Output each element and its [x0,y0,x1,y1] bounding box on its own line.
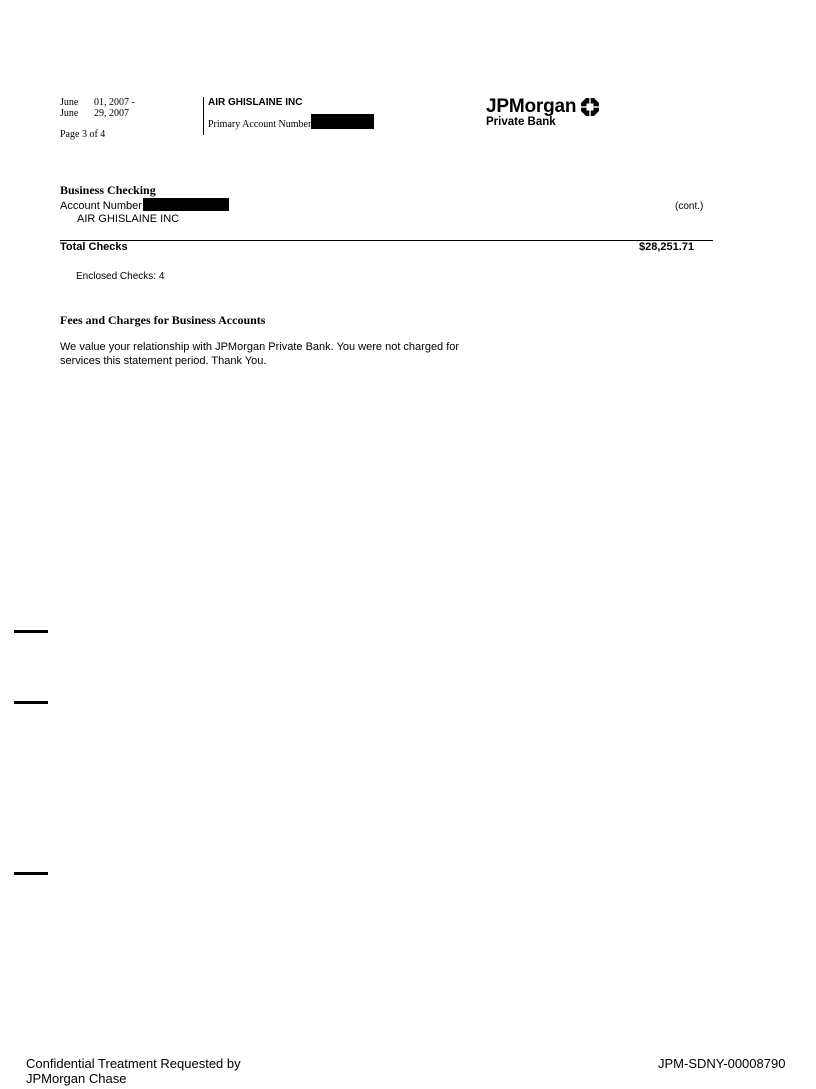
primary-account-label: Primary Account Number [208,119,312,130]
header-divider [203,97,204,135]
logo-subtitle: Private Bank [486,116,556,128]
period-start-day: 01, 2007 - [94,97,135,108]
margin-tick [14,701,48,704]
bates-number: JPM-SDNY-00008790 [658,1056,786,1071]
fees-text-line-1: We value your relationship with JPMorgan Private Bank. You were not charged for [60,341,460,353]
total-checks-amount: $28,251.71 [639,241,695,253]
octagon-logo-icon [581,98,599,116]
redaction-bar [143,198,229,211]
page-number: Page 3 of 4 [60,129,106,140]
bank-logo [486,96,599,128]
fees-text-line-2: services this statement period. Thank You. [60,355,267,367]
continued-label: (cont.) [675,201,704,212]
account-holder: AIR GHISLAINE INC [77,213,180,225]
fees-title: Fees and Charges for Business Accounts [60,313,266,327]
account-number [60,198,229,212]
margin-tick [14,872,48,875]
period-start-month: June [60,97,79,108]
logo-wordmark: JPMorgan [486,96,577,117]
margin-tick [14,630,48,633]
statement-period [60,97,135,119]
primary-account-number [208,114,374,130]
section-title: Business Checking [60,183,156,197]
redaction-bar [311,114,374,129]
confidential-line-1: Confidential Treatment Requested by [26,1056,241,1071]
section-divider [60,240,713,241]
confidential-notice [26,1056,241,1086]
total-checks-label: Total Checks [60,241,128,253]
account-number-label: Account Number [60,200,142,212]
header-account-name: AIR GHISLAINE INC [208,97,303,108]
confidential-line-2: JPMorgan Chase [26,1071,127,1086]
period-end-day: 29, 2007 [94,108,129,119]
period-end-month: June [60,108,79,119]
enclosed-checks: Enclosed Checks: 4 [76,271,165,282]
